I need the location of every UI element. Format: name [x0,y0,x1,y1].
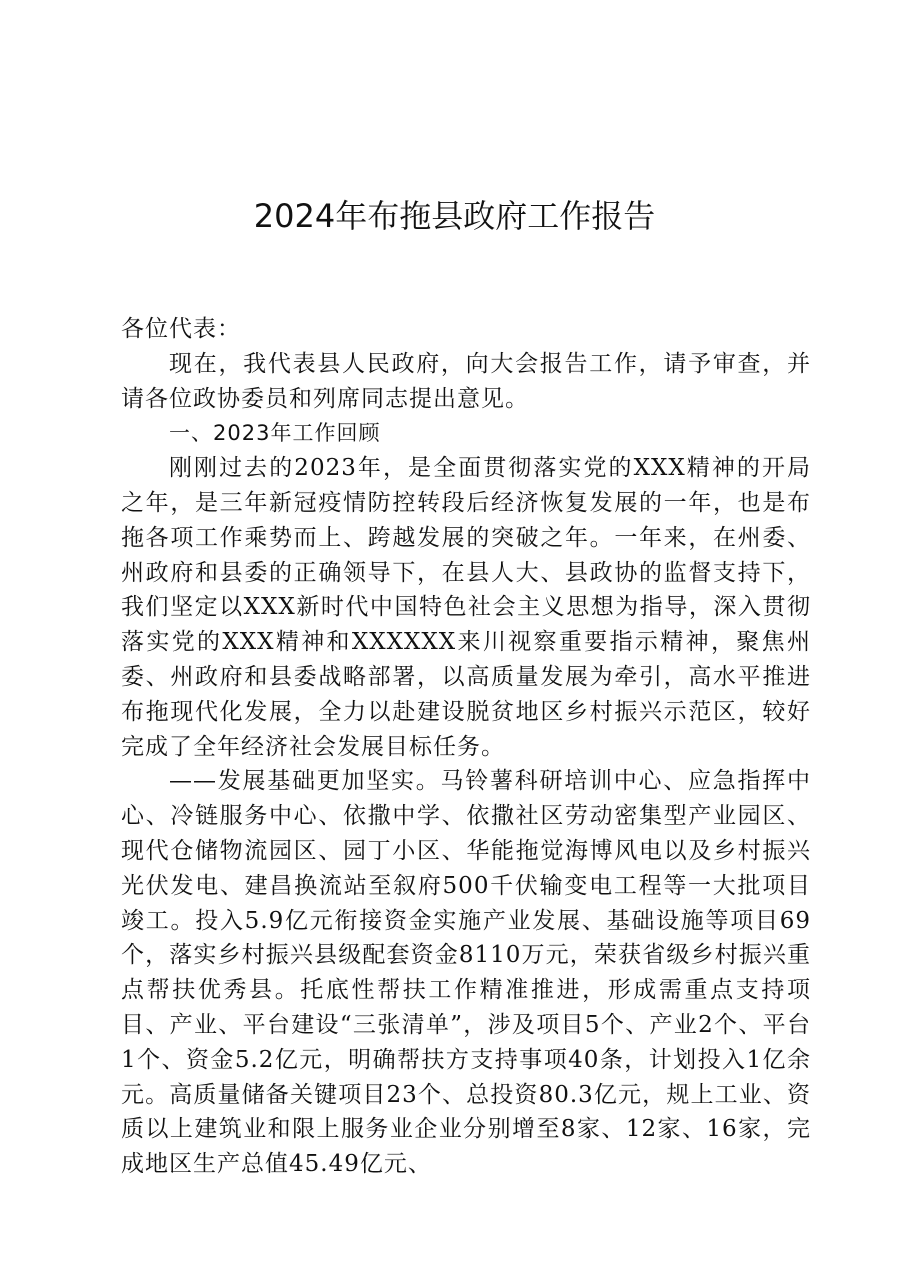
review-paragraph: 刚刚过去的2023年，是全面贯彻落实党的XXX精神的开局之年，是三年新冠疫情防控转段后经济恢复发展的一年，也是布拖各项工作乘势而上、跨越发展的突破之年。一年来，在州委、州政府和县委的正确领导下，在县人大、县政协的监督支持下，我们坚定以XXX新时代中国特色社会主义思想为指导，深入贯彻落实党的XXX精神和XXXXXX来川视察重要指示精神，聚焦州委、州政府和县委战略部署，以高质量发展为牵引，高水平推进布拖现代化发展，全力以赴建设脱贫地区乡村振兴示范区，较好完成了全年经济社会发展目标任务。 [121,455,811,760]
development-paragraph: ——发展基础更加坚实。马铃薯科研培训中心、应急指挥中心、冷链服务中心、依撒中学、依撒社区劳动密集型产业园区、现代仓储物流园区、园丁小区、华能拖觉海博风电以及乡村振兴光伏发电、建昌换流站至叙府500千伏输变电工程等一大批项目竣工。投入5.9亿元衔接资金实施产业发展、基础设施等项目69个，落实乡村振兴县级配套资金8110万元，荣获省级乡村振兴重点帮扶优秀县。托底性帮扶工作精准推进，形成需重点支持项目、产业、平台建设“三张清单”，涉及项目5个、产业2个、平台1个、资金5.2亿元，明确帮扶方支持事项40条，计划投入1亿余元。高质量储备关键项目23个、总投资80.3亿元，规上工业、资质以上建筑业和限上服务业企业分别增至8家、12家、16家，完成地区生产总值45.49亿元、 [121,768,811,1178]
opening-paragraph: 现在，我代表县人民政府，向大会报告工作，请予审查，并请各位政协委员和列席同志提出意见。 [121,350,811,412]
document-title: 2024年布拖县政府工作报告 [253,197,656,235]
salutation: 各位代表： [121,316,241,342]
section-heading: 一、2023年工作回顾 [169,421,381,446]
document-body [121,312,811,1182]
